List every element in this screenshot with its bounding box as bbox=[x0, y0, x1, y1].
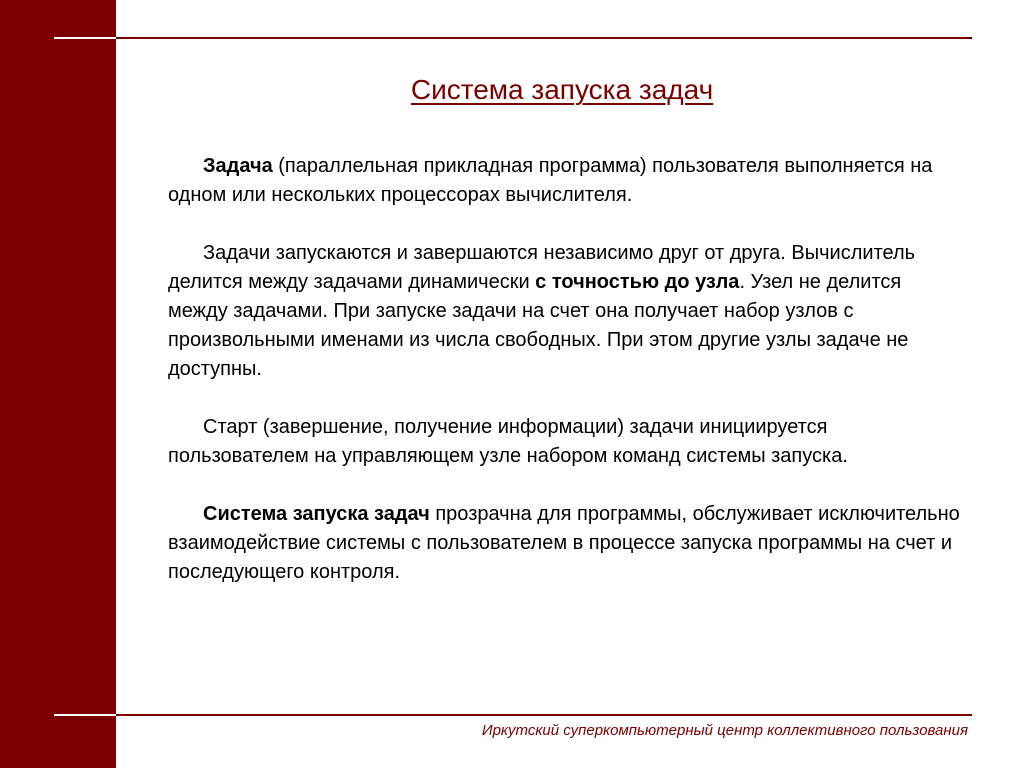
top-divider-accent bbox=[54, 37, 116, 39]
slide-body bbox=[168, 152, 963, 616]
paragraph-text: (параллельная прикладная программа) пользователя выполняется на одном или нескольких процессорах вычислителя. bbox=[168, 155, 933, 206]
term-node-precision: с точностью до узла bbox=[535, 271, 740, 293]
bottom-divider-accent bbox=[54, 714, 116, 716]
term-launch-system: Система запуска задач bbox=[203, 503, 430, 525]
slide-title bbox=[168, 74, 956, 106]
paragraph-task-start bbox=[168, 413, 963, 471]
paragraph-launch-system bbox=[168, 500, 963, 587]
bottom-divider bbox=[54, 714, 972, 716]
paragraph-text: прозрачна для программы, обслуживает исключительно взаимодействие системы с пользователем в процессе запуска программы на счет и последующего контроля. bbox=[168, 503, 960, 583]
footer-organization: Иркутский суперкомпьютерный центр коллективного пользования bbox=[481, 722, 968, 739]
paragraph-text: . Узел не делится между задачами. При запуске задачи на счет она получает набор узлов с произвольными именами из числа свободных. При этом другие узлы задаче не доступны. bbox=[168, 271, 909, 380]
top-divider bbox=[54, 37, 972, 39]
left-accent-bar bbox=[0, 0, 116, 768]
term-task: Задача bbox=[203, 155, 273, 177]
paragraph-task-scheduling bbox=[168, 239, 963, 384]
slide-title-text: Система запуска задач bbox=[410, 74, 714, 105]
paragraph-task-definition bbox=[168, 152, 963, 210]
paragraph-text: Задачи запускаются и завершаются независимо друг от друга. Вычислитель делится между задачами динамически bbox=[168, 242, 916, 293]
paragraph-text: Старт (завершение, получение информации) задачи инициируется пользователем на управляющем узле набором команд системы запуска. bbox=[168, 416, 848, 467]
